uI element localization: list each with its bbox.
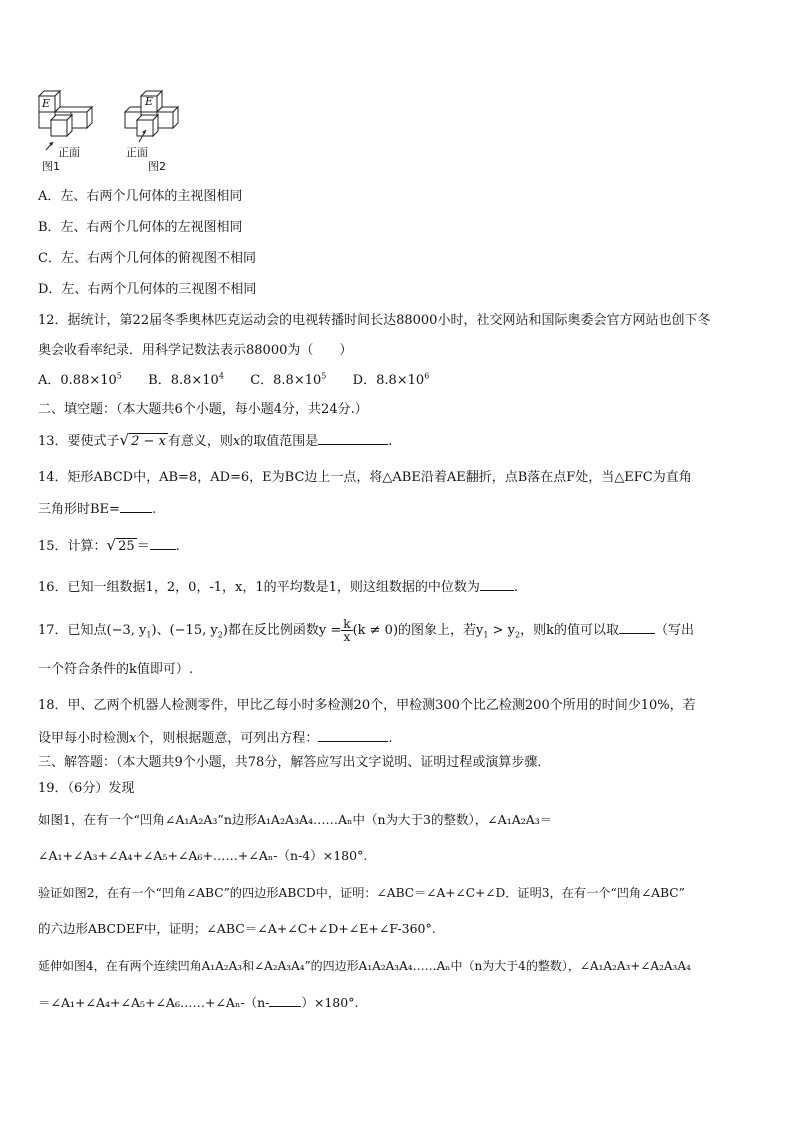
q15-radicand: 25	[118, 539, 135, 554]
q16: 16．已知一组数据1，2，0，-1，x，1的平均数是1，则这组数据的中位数为 .	[38, 580, 519, 595]
q19-paragraph-6: ＝∠A₁+∠A₄+∠A₅+∠A₆……+∠Aₙ-（n- ）×180°.	[38, 995, 359, 1010]
q19-paragraph-3: 验证如图2，在有一个“凹角∠ABC”的四边形ABCD中，证明：∠ABC＝∠A+∠C+∠D．证明3，在有一个“凹角∠ABC”	[38, 886, 685, 900]
q12-options	[38, 373, 429, 389]
section-2-heading: 二、填空题：（本大题共6个小题，每小题4分，共24分.）	[38, 402, 368, 417]
q15-answer-blank	[150, 537, 176, 550]
figure-2-front-label: 正面	[126, 146, 148, 159]
figure-2	[122, 88, 194, 172]
q12-line2: 奥会收看率纪录．用科学记数法表示88000为（ ）	[38, 343, 353, 358]
q14-line2: 三角形时BE= .	[38, 502, 157, 517]
q18-answer-blank	[318, 729, 388, 742]
q12-option-c: C．$8.8\times 10^5$	[250, 371, 327, 388]
q17-inequality: $y_1 > y_2$	[476, 623, 521, 640]
q12-option-a: A．$0.88\times 10^5$	[38, 371, 122, 388]
q17-answer-blank	[619, 621, 655, 634]
q13-radicand: 2 − x	[131, 434, 166, 449]
q19-paragraph-4: 的六边形ABCDEF中，证明；∠ABC＝∠A+∠C+∠D+∠E+∠F-360°.	[38, 921, 436, 936]
figure-2-caption: 图2	[148, 160, 166, 173]
q11-option-d: D．左、右两个几何体的三视图不相同	[38, 282, 257, 297]
q19-paragraph-2: ∠A₁+∠A₃+∠A₄+∠A₅+∠A₆+……+∠Aₙ-（n-4）×180°.	[38, 848, 368, 863]
q17-fraction: $\frac{k}{x}$	[343, 617, 351, 644]
q19-answer-blank	[269, 994, 301, 1007]
q19-paragraph-5: 延伸如图4，在有两个连续凹角A₁A₂A₃和∠A₂A₃A₄”的四边形A₁A₂A₃A₄……Aₙ中（n为大于4的整数），∠A₁A₂A₃+∠A₂A₃A₄	[38, 959, 691, 973]
q19-paragraph-1: 如图1，在有一个“凹角∠A₁A₂A₃”n边形A₁A₂A₃A₄……Aₙ中（n为大于3的整数），∠A₁A₂A₃＝	[38, 812, 553, 827]
q12-line1: 12．据统计，第22届冬季奥林匹克运动会的电视转播时间长达88000小时，社交网站和国际奥委会官方网站也创下冬	[38, 313, 711, 328]
q17-line1: 17．已知点(−3, $y_1$)、(−15, $y_2$)都在反比例函数y = $\frac{k}{x}$ (k ≠ 0)的图象上，若$y_1 > y_2$，则k的值可以取 （写出	[38, 617, 695, 644]
figure-1-e-label: E	[42, 97, 51, 110]
q19-heading: 19．（6分）发现	[38, 781, 135, 796]
q14-answer-blank	[120, 500, 152, 513]
q15: 15．计算：√ 25 ＝ .	[38, 536, 180, 554]
q16-answer-blank	[480, 578, 514, 591]
figure-1-caption: 图1	[42, 160, 60, 173]
figure-1-front-label: 正面	[58, 146, 80, 159]
figure-1	[36, 88, 106, 172]
q11-option-b: B．左、右两个几何体的左视图相同	[38, 220, 243, 235]
q12-option-b: B．$8.8\times 10^4$	[148, 371, 224, 388]
q17-line2: 一个符合条件的k值即可）.	[38, 662, 194, 677]
q11-option-a: A．左、右两个几何体的主视图相同	[38, 189, 243, 204]
q18-line1: 18．甲、乙两个机器人检测零件，甲比乙每小时多检测20个，甲检测300个比乙检测200个所用的时间少10%，若	[38, 698, 696, 713]
q17-point-1: (−3, $y_1$)	[106, 623, 157, 640]
section-3-heading: 三、解答题：（本大题共9个小题，共78分，解答应写出文字说明、证明过程或演算步骤．	[38, 755, 551, 770]
q11-option-c: C．左、右两个几何体的俯视图不相同	[38, 251, 256, 266]
q12-option-d: D．$8.8\times 10^6$	[352, 371, 430, 388]
figure-2-e-label: E	[145, 95, 154, 108]
q17-point-2: (−15, $y_2$)	[169, 623, 228, 640]
q13-answer-blank	[318, 432, 388, 445]
q13: 13．要使式子√ 2 − x 有意义，则x的取值范围是 .	[38, 431, 393, 449]
q18-line2: 设甲每小时检测x个，则根据题意，可列出方程： .	[38, 731, 393, 746]
q14-line1: 14．矩形ABCD中，AB=8，AD=6，E为BC边上一点，将△ABE沿着AE翻折，点B落在点F处，当△EFC为直角	[38, 470, 692, 485]
